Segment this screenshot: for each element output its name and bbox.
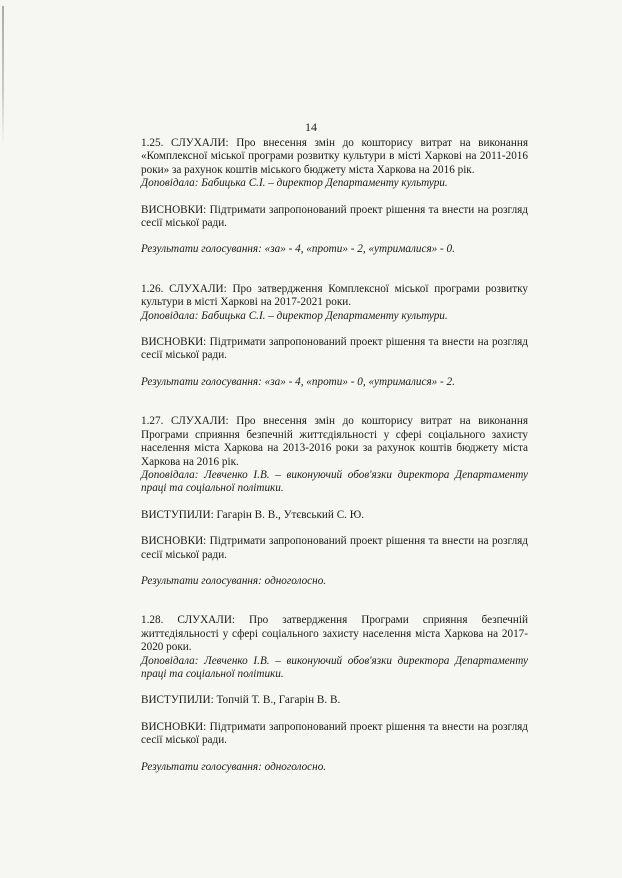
heard-text: 1.28. СЛУХАЛИ: Про затвердження Програми сприяння безпечній життєдіяльності у сфері соціального захисту населення міста Харкова на 2017-2020 роки.: [141, 614, 528, 654]
vote-result: Результати голосування: «за» - 4, «проти» - 2, «утрималися» - 0.: [141, 243, 455, 256]
heard-text: 1.27. СЛУХАЛИ: Про внесення змін до кошторису витрат на виконання Програми сприяння безпечній життєдіяльності у сфері соціального захисту населення міста Харкова на 2013-2016 роки за рахунок коштів бюджету міста Харкова на 2016 рік.: [141, 415, 528, 468]
agenda-item-1-25: [141, 137, 528, 257]
agenda-item-1-26: [141, 283, 528, 389]
vote-result: Результати голосування: одноголосно.: [141, 760, 327, 773]
conclusion-text: ВИСНОВКИ: Підтримати запропонований проект рішення та внести на розгляд сесії міської ради.: [141, 203, 528, 230]
conclusion-text: ВИСНОВКИ: Підтримати запропонований проект рішення та внести на розгляд сесії міської ради.: [141, 535, 528, 561]
page-number: 14: [305, 120, 317, 134]
reporter-text: Доповідала: Левченко І.В. – виконуючий обов'язки директора Департаменту праці та соціальної політики.: [141, 654, 528, 680]
vote-result: Результати голосування: «за» - 4, «проти» - 0, «утрималися» - 2.: [141, 375, 455, 388]
heard-text: 1.25. СЛУХАЛИ: Про внесення змін до кошторису витрат на виконання «Комплексної міської програми розвитку культури в місті Харкові на 2011-2016 роки» за рахунок коштів міського бюджету міста Харкова на 2016 рік.: [141, 137, 528, 176]
spoke-text: ВИСТУПИЛИ: Топчій Т. В., Гагарін В. В.: [141, 694, 341, 707]
vote-result: Результати голосування: одноголосно.: [141, 574, 327, 587]
spoke-text: ВИСТУПИЛИ: Гагарін В. В., Утєвський С. Ю.: [141, 508, 365, 521]
conclusion-text: ВИСНОВКИ: Підтримати запропонований проект рішення та внести на розгляд сесії міської ради.: [141, 336, 528, 362]
heard-text: 1.26. СЛУХАЛИ: Про затвердження Комплексної міської програми розвитку культури в місті Харкові на 2017-2021 роки.: [141, 282, 528, 309]
reporter-text: Доповідала: Бабицька С.І. – директор Департаменту культури.: [141, 309, 448, 322]
agenda-item-1-27: [141, 415, 528, 588]
agenda-item-1-28: [141, 614, 528, 774]
protocol-body: [141, 137, 528, 774]
reporter-text: Доповідала: Левченко І.В. – виконуючий обов'язки директора Департаменту праці та соціальної політики.: [141, 468, 528, 495]
conclusion-text: ВИСНОВКИ: Підтримати запропонований проект рішення та внести на розгляд сесії міської ради.: [141, 720, 528, 747]
reporter-text: Доповідала: Бабицька С.І. – директор Департаменту культури.: [141, 177, 448, 190]
